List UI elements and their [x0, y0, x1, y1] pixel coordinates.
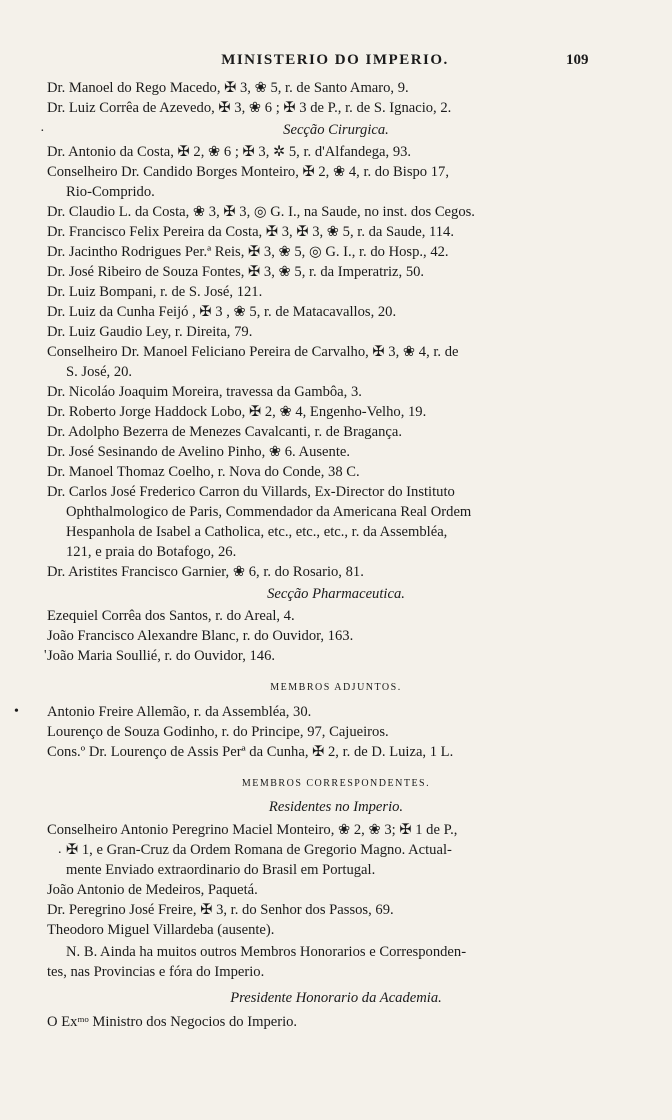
- section-heading: Presidente Honorario da Academia.: [230, 990, 442, 1006]
- text-line: Dr. Adolpho Bezerra de Menezes Cavalcanti, r. de Bragança.: [47, 424, 402, 440]
- section-heading: MEMBROS ADJUNTOS.: [270, 682, 402, 693]
- text-line: Antonio Freire Allemão, r. da Assembléa, 30.: [47, 704, 312, 720]
- stray-mark: ': [44, 648, 47, 663]
- text-line: O Exᵐᵒ Ministro dos Negocios do Imperio.: [47, 1014, 298, 1030]
- text-line: Dr. José Ribeiro de Souza Fontes, ✠ 3, ❀ 5, r. da Imperatriz, 50.: [47, 264, 425, 280]
- text-line: ✠ 1, e Gran-Cruz da Ordem Romana de Gregorio Magno. Actual-: [66, 842, 452, 858]
- text-line: Dr. Roberto Jorge Haddock Lobo, ✠ 2, ❀ 4, Engenho-Velho, 19.: [47, 404, 427, 420]
- text-line: Theodoro Miguel Villardeba (ausente).: [47, 922, 275, 938]
- text-line: Dr. Luiz Gaudio Ley, r. Direita, 79.: [47, 324, 253, 340]
- stray-mark: .: [58, 842, 62, 857]
- text-line: Dr. Claudio L. da Costa, ❀ 3, ✠ 3, ◎ G. I., na Saude, no inst. dos Cegos.: [47, 204, 475, 220]
- section-heading: Residentes no Imperio.: [268, 799, 404, 815]
- text-line: 121, e praia do Botafogo, 26.: [66, 544, 237, 560]
- text-line: Dr. Nicoláo Joaquim Moreira, travessa da Gambôa, 3.: [47, 384, 362, 400]
- text-line: Dr. Luiz Corrêa de Azevedo, ✠ 3, ❀ 6 ; ✠ 3 de P., r. de S. Ignacio, 2.: [47, 100, 452, 116]
- text-line: Dr. Luiz da Cunha Feijó , ✠ 3 , ❀ 5, r. de Matacavallos, 20.: [47, 304, 397, 320]
- text-line: Lourenço de Souza Godinho, r. do Principe, 97, Cajueiros.: [47, 724, 389, 740]
- text-line: Dr. Jacintho Rodrigues Per.ª Reis, ✠ 3, ❀ 5, ◎ G. I., r. do Hosp., 42.: [47, 244, 449, 260]
- text-line: S. José, 20.: [66, 364, 133, 380]
- text-line: Dr. Francisco Felix Pereira da Costa, ✠ 3, ✠ 3, ❀ 5, r. da Saude, 114.: [47, 224, 454, 240]
- text-line: Conselheiro Antonio Peregrino Maciel Monteiro, ❀ 2, ❀ 3; ✠ 1 de P.,: [47, 822, 458, 838]
- text-line: Conselheiro Dr. Candido Borges Monteiro, ✠ 2, ❀ 4, r. do Bispo 17,: [47, 164, 449, 180]
- stray-mark: •: [14, 704, 19, 719]
- text-line: Dr. Luiz Bompani, r. de S. José, 121.: [47, 284, 263, 300]
- text-line: João Maria Soullié, r. do Ouvidor, 146.: [47, 648, 276, 664]
- page-number: 109: [566, 52, 589, 68]
- text-line: mente Enviado extraordinario do Brasil em Portugal.: [66, 862, 376, 878]
- text-line: Hespanhola de Isabel a Catholica, etc., etc., etc., r. da Assembléa,: [66, 524, 448, 540]
- text-line: Dr. Manoel Thomaz Coelho, r. Nova do Conde, 38 C.: [47, 464, 360, 480]
- section-heading: Secção Pharmaceutica.: [267, 586, 405, 602]
- text-line: Ophthalmologico de Paris, Commendador da Americana Real Ordem: [66, 504, 472, 520]
- text-line: Dr. Peregrino José Freire, ✠ 3, r. do Senhor dos Passos, 69.: [47, 902, 394, 918]
- text-line: Dr. Antonio da Costa, ✠ 2, ❀ 6 ; ✠ 3, ✲ 5, r. d'Alfandega, 93.: [47, 144, 412, 160]
- text-line: João Francisco Alexandre Blanc, r. do Ouvidor, 163.: [47, 628, 354, 644]
- running-head: MINISTERIO DO IMPERIO.: [221, 52, 449, 68]
- stray-mark: ·: [40, 124, 45, 139]
- text-line: Ezequiel Corrêa dos Santos, r. do Areal, 4.: [47, 608, 295, 624]
- text-line: tes, nas Provincias e fóra do Imperio.: [47, 964, 265, 980]
- text-line: N. B. Ainda ha muitos outros Membros Honorarios e Corresponden-: [66, 944, 467, 960]
- text-line: Conselheiro Dr. Manoel Feliciano Pereira de Carvalho, ✠ 3, ❀ 4, r. de: [47, 344, 459, 360]
- text-line: Dr. José Sesinando de Avelino Pinho, ❀ 6. Ausente.: [47, 444, 351, 460]
- text-line: Rio-Comprido.: [66, 184, 155, 200]
- text-line: Dr. Manoel do Rego Macedo, ✠ 3, ❀ 5, r. de Santo Amaro, 9.: [47, 80, 409, 96]
- section-heading: MEMBROS CORRESPONDENTES.: [241, 778, 431, 789]
- text-line: Dr. Carlos José Frederico Carron du Villards, Ex-Director do Instituto: [47, 484, 455, 500]
- text-line: João Antonio de Medeiros, Paquetá.: [47, 882, 258, 898]
- text-line: Cons.º Dr. Lourenço de Assis Perª da Cunha, ✠ 2, r. de D. Luiza, 1 L.: [47, 744, 454, 760]
- section-heading: Secção Cirurgica.: [283, 122, 389, 138]
- text-line: Dr. Aristites Francisco Garnier, ❀ 6, r. do Rosario, 81.: [47, 564, 364, 580]
